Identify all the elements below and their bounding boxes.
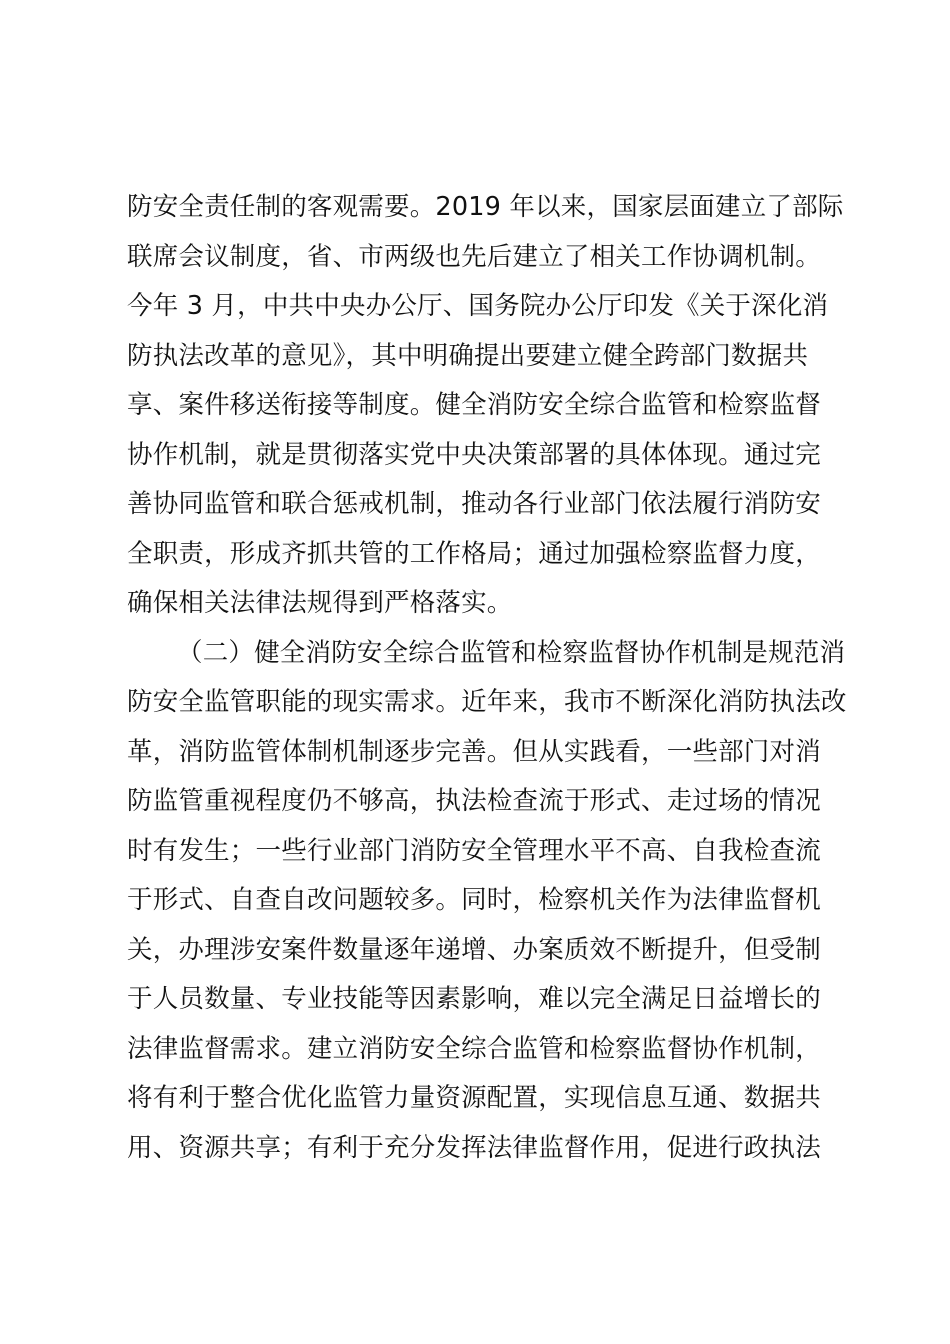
text-line: 联席会议制度，省、市两级也先后建立了相关工作协调机制。 xyxy=(127,241,821,272)
text-line: 将有利于整合优化监管力量资源配置，实现信息互通、数据共 xyxy=(127,1083,821,1113)
text-line: 防安全责任制的客观需要。2019 年以来，国家层面建立了部际 xyxy=(127,192,844,222)
text-line: 全职责，形成齐抓共管的工作格局；通过加强检察监督力度， xyxy=(127,538,821,569)
text-line: 防安全监管职能的现实需求。近年来，我市不断深化消防执法改 xyxy=(127,687,847,717)
body-text xyxy=(127,183,847,1173)
text-line: 防监管重视程度仍不够高，执法检查流于形式、走过场的情况 xyxy=(127,786,821,816)
text-line: 防执法改革的意见》，其中明确提出要建立健全跨部门数据共 xyxy=(127,340,809,371)
text-line: 善协同监管和联合惩戒机制，推动各行业部门依法履行消防安 xyxy=(127,489,821,519)
text-line: 确保相关法律法规得到严格落实。 xyxy=(127,588,513,618)
text-line: 关，办理涉安案件数量逐年递增、办案质效不断提升，但受制 xyxy=(127,934,821,965)
text-line: 今年 3 月，中共中央办公厅、国务院办公厅印发《关于深化消 xyxy=(127,291,829,321)
section-heading-line: （二）健全消防安全综合监管和检察监督协作机制是规范消 xyxy=(177,637,846,668)
text-line: 用、资源共享；有利于充分发挥法律监督作用，促进行政执法 xyxy=(127,1132,821,1163)
text-line: 于人员数量、专业技能等因素影响，难以完全满足日益增长的 xyxy=(127,984,821,1014)
text-line: 革，消防监管体制机制逐步完善。但从实践看，一些部门对消 xyxy=(127,736,821,767)
text-line: 协作机制，就是贯彻落实党中央决策部署的具体体现。通过完 xyxy=(127,439,821,470)
text-line: 法律监督需求。建立消防安全综合监管和检察监督协作机制， xyxy=(127,1033,821,1064)
text-line: 享、案件移送衔接等制度。健全消防安全综合监管和检察监督 xyxy=(127,390,821,420)
text-line: 于形式、自查自改问题较多。同时，检察机关作为法律监督机 xyxy=(127,885,821,915)
text-line: 时有发生；一些行业部门消防安全管理水平不高、自我检查流 xyxy=(127,835,821,866)
